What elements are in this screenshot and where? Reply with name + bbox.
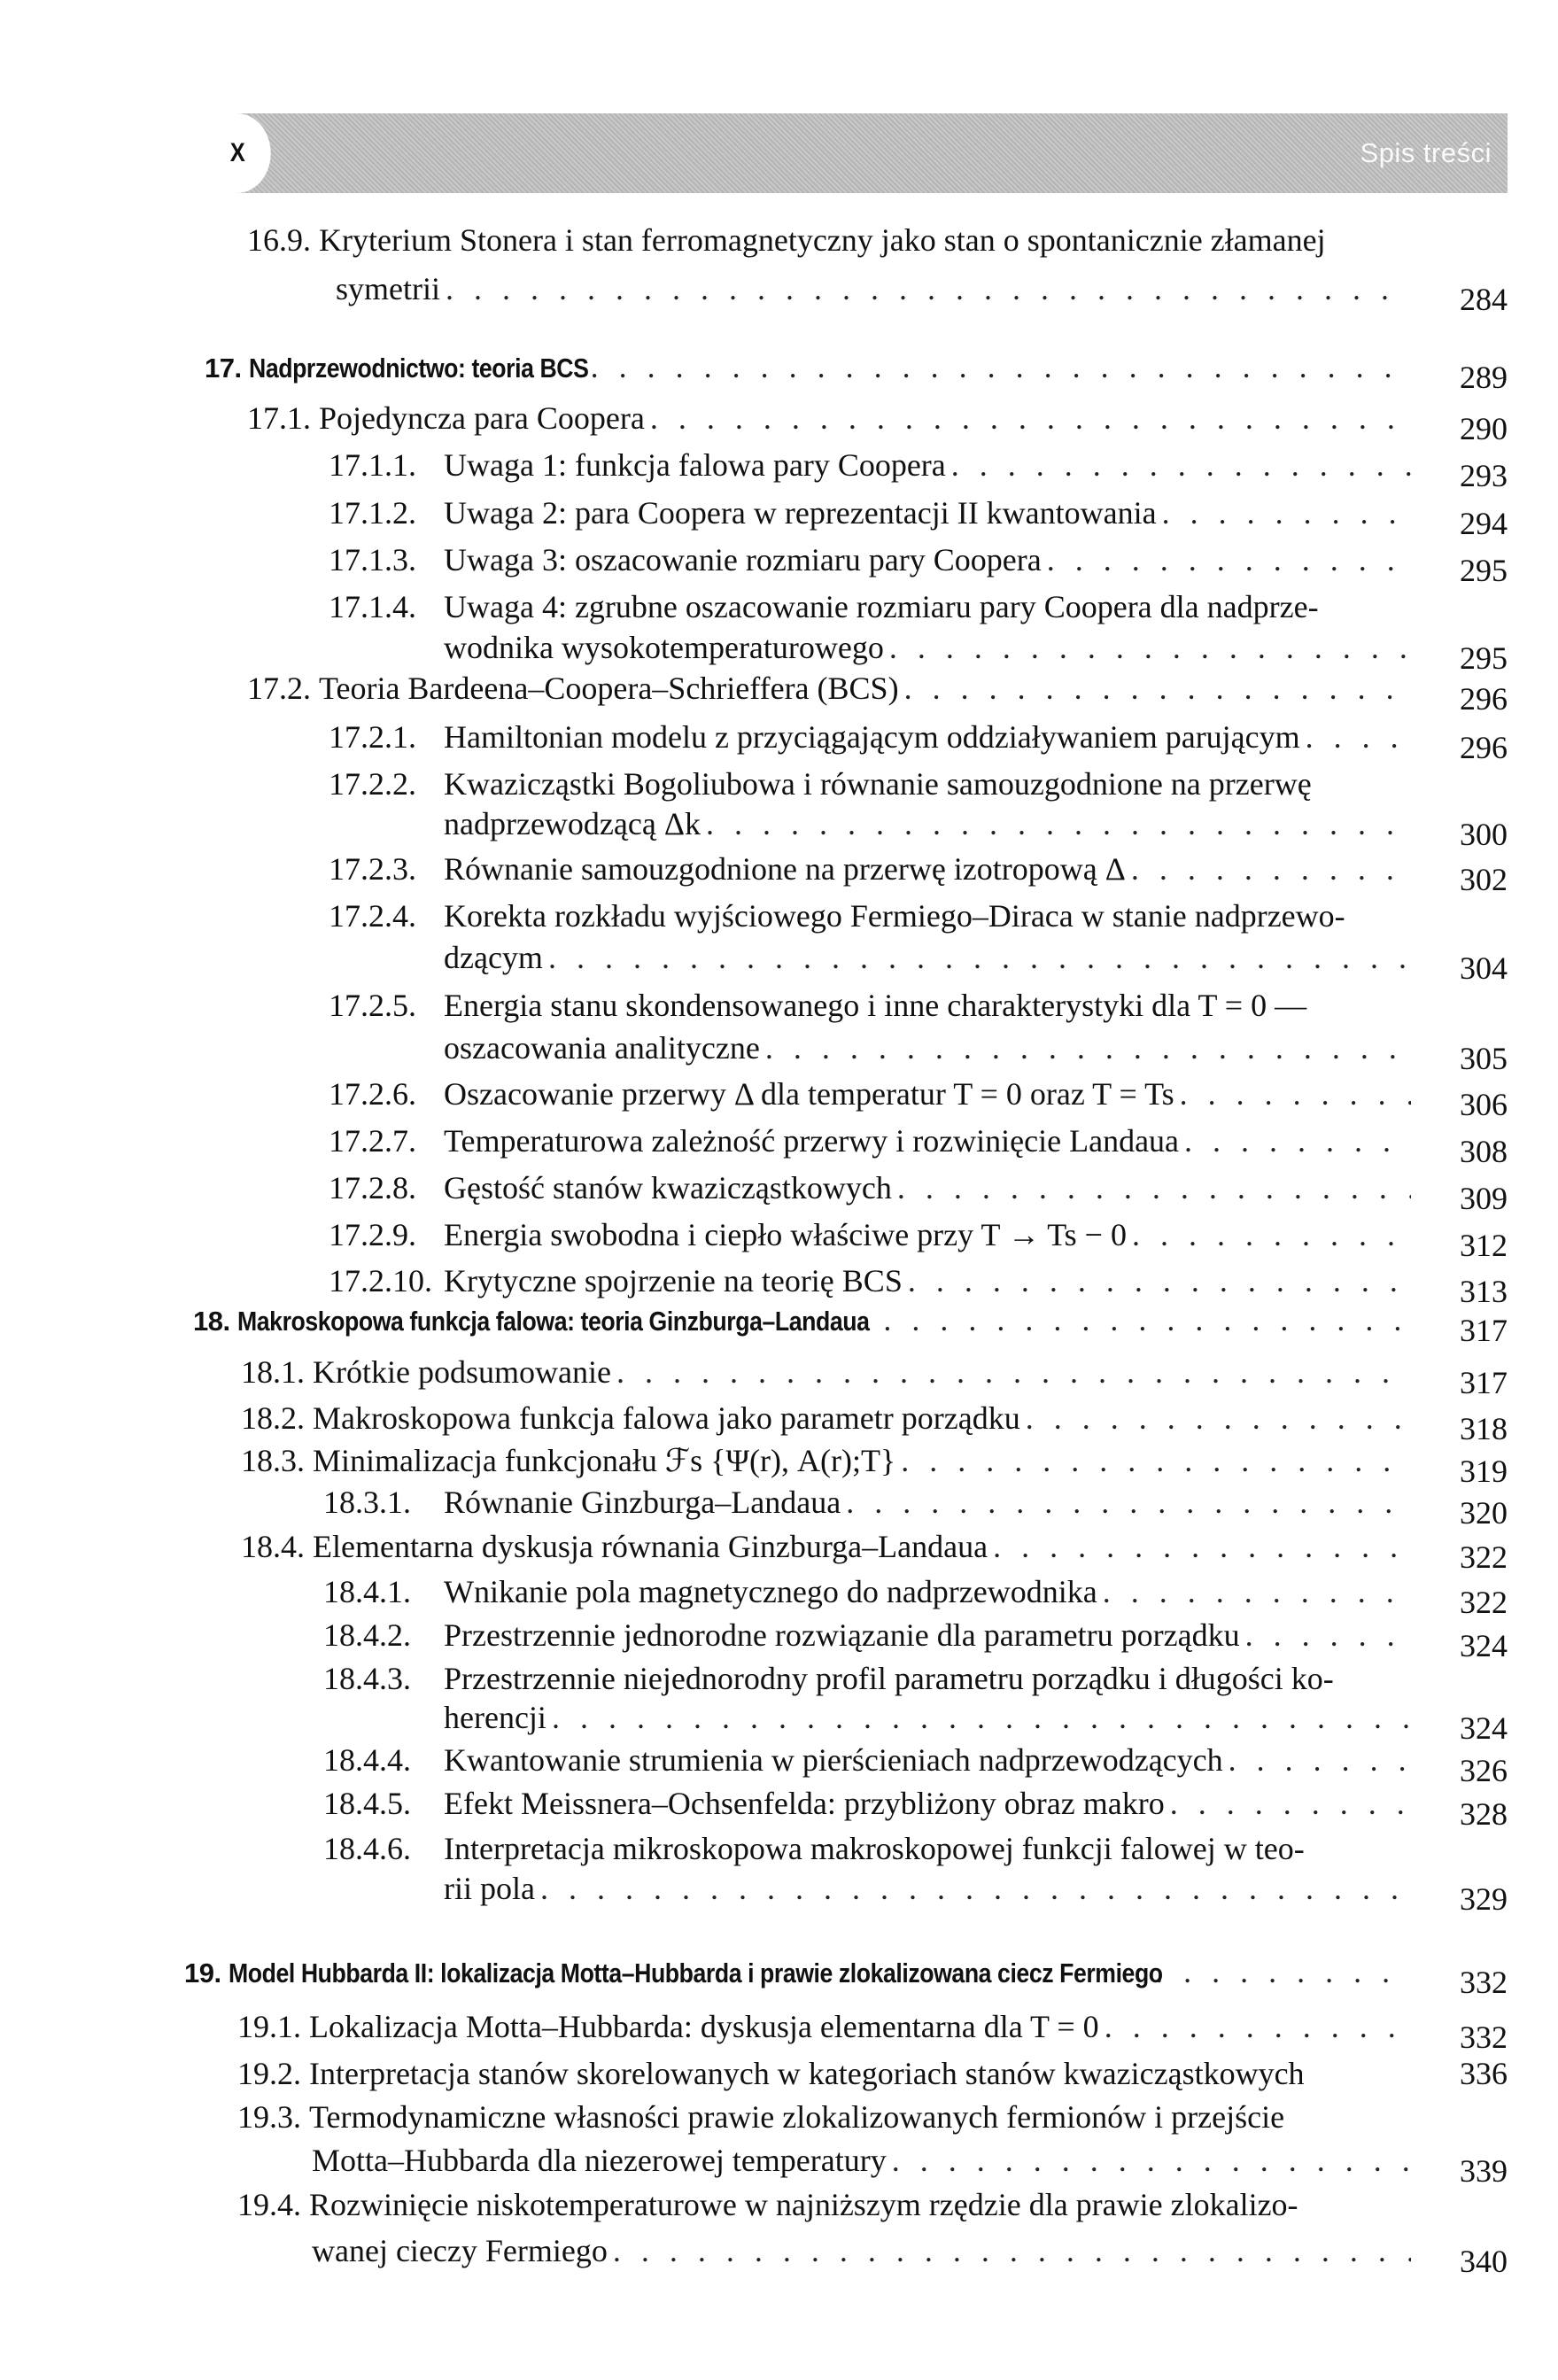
- entry-title: Krytyczne spojrzenie na teorię BCS: [444, 1263, 903, 1299]
- entry-title-cont: herencji: [444, 1700, 546, 1735]
- toc-entry-18-4-1[interactable]: [323, 1573, 1416, 1610]
- entry-title: Rozwinięcie niskotemperaturowe w najniższym rzędzie dla prawie zlokalizo-: [309, 2187, 1298, 2222]
- entry-title-cont: symetrii: [336, 271, 440, 306]
- entry-page: 320: [1460, 1495, 1508, 1531]
- entry-title: Kwantowanie strumienia w pierścieniach nadprzewodzących: [444, 1742, 1223, 1778]
- entry-number: 17.1.1.: [329, 447, 416, 483]
- toc-entry-18-4-4[interactable]: [323, 1741, 1416, 1779]
- toc-entry-19-2[interactable]: [237, 2055, 1416, 2092]
- entry-number: 16.9.: [247, 222, 311, 258]
- leader-dots: [901, 1442, 1411, 1479]
- toc-entry-17-1-3[interactable]: [329, 541, 1416, 578]
- entry-title: Efekt Meissnera–Ochsenfelda: przybliżony obraz makro: [444, 1786, 1165, 1821]
- entry-number: 17.2.7.: [329, 1123, 416, 1159]
- leader-dots: [765, 1029, 1411, 1066]
- leader-dots: [904, 670, 1411, 707]
- entry-title: Energia stanu skondensowanego i inne charakterystyki dla T = 0 —: [444, 988, 1307, 1023]
- entry-page: 295: [1460, 640, 1508, 676]
- entry-page: 339: [1460, 2153, 1508, 2189]
- leader-dots: [616, 1353, 1411, 1391]
- entry-page: 300: [1460, 817, 1508, 852]
- entry-number: 17.2.6.: [329, 1076, 416, 1112]
- entry-page: 340: [1460, 2244, 1508, 2279]
- entry-title: Równanie Ginzburga–Landaua: [444, 1485, 841, 1520]
- toc-entry-18-1[interactable]: [241, 1353, 1416, 1391]
- leader-dots: [1131, 850, 1411, 888]
- entry-page: 293: [1460, 458, 1508, 493]
- leader-dots: [540, 1870, 1411, 1907]
- toc-entry-18-4-6[interactable]: [323, 1830, 1416, 1867]
- entry-title: Interpretacja stanów skorelowanych w kategoriach stanów kwazicząstkowych: [309, 2056, 1305, 2091]
- entry-number: 18.1.: [241, 1354, 305, 1390]
- toc-entry-17-2-9[interactable]: [329, 1216, 1416, 1253]
- entry-page: 328: [1460, 1796, 1508, 1832]
- entry-page: 332: [1460, 1965, 1508, 2000]
- entry-page: 308: [1460, 1134, 1508, 1169]
- toc-entry-18-4-3[interactable]: [323, 1660, 1416, 1697]
- toc-entry-19-4-cont: [312, 2232, 1416, 2269]
- entry-number: 19.3.: [237, 2099, 301, 2135]
- entry-page: 304: [1460, 950, 1508, 986]
- entry-number: 17.2.: [247, 671, 311, 706]
- entry-title: Kryterium Stonera i stan ferromagnetyczny jako stan o spontanicznie złamanej: [319, 222, 1326, 258]
- entry-page: 295: [1460, 553, 1508, 588]
- entry-title-cont: Motta–Hubbarda dla niezerowej temperatury: [312, 2143, 887, 2178]
- toc-entry-18-3-1[interactable]: [323, 1484, 1416, 1521]
- entry-title: Gęstość stanów kwazicząstkowych: [444, 1170, 892, 1206]
- leader-dots: [883, 1301, 1411, 1338]
- entry-title: Termodynamiczne własności prawie zlokalizowanych fermionów i przejście: [309, 2099, 1285, 2135]
- toc-entry-17-2-10[interactable]: [329, 1262, 1416, 1299]
- toc-entry-17-2-2-cont: [444, 805, 1416, 842]
- toc-entry-19-3[interactable]: [237, 2098, 1416, 2136]
- running-title: Spis treści: [1360, 137, 1492, 168]
- toc-entry-18-4-6-cont: [444, 1870, 1416, 1907]
- entry-number: 17.2.8.: [329, 1170, 416, 1206]
- toc-entry-17-2-5-cont: [444, 1029, 1416, 1066]
- leader-dots: [1229, 1741, 1411, 1779]
- chapter-title: Nadprzewodnictwo: teoria BCS: [248, 353, 589, 384]
- leader-dots: [846, 1484, 1411, 1521]
- leader-dots: [548, 939, 1411, 976]
- leader-dots: [1026, 1399, 1411, 1437]
- entry-title-cont: nadprzewodzącą Δk: [444, 806, 701, 841]
- entry-page: 302: [1460, 862, 1508, 897]
- entry-page: 313: [1460, 1274, 1508, 1309]
- entry-title: Przestrzennie jednorodne rozwiązanie dla parametru porządku: [444, 1617, 1240, 1653]
- entry-page: 322: [1460, 1585, 1508, 1620]
- entry-page: 306: [1460, 1087, 1508, 1122]
- entry-number: 17.2.1.: [329, 719, 416, 755]
- toc-entry-17-2-8[interactable]: [329, 1169, 1416, 1206]
- toc-entry-16-9-cont: [336, 270, 1416, 307]
- entry-title: Równanie samouzgodnione na przerwę izotropową Δ: [444, 851, 1126, 887]
- toc-entry-17-2-4-cont: [444, 939, 1416, 976]
- entry-title: Pojedyncza para Coopera: [319, 400, 645, 436]
- entry-title: Uwaga 4: zgrubne oszacowanie rozmiaru pary Coopera dla nadprze-: [444, 589, 1319, 624]
- toc-entry-18-3[interactable]: [241, 1442, 1416, 1479]
- entry-number: 17.2.3.: [329, 851, 416, 887]
- leader-dots: [993, 1528, 1411, 1565]
- entry-title: Makroskopowa funkcja falowa jako parametr porządku: [313, 1400, 1020, 1436]
- entry-number: 18.4.1.: [323, 1574, 411, 1609]
- toc-entry-17-2-1[interactable]: [329, 718, 1416, 756]
- toc-entry-17-1[interactable]: [247, 399, 1416, 437]
- toc-entry-19-1[interactable]: [237, 2008, 1416, 2045]
- entry-title: Lokalizacja Motta–Hubbarda: dyskusja elementarna dla T = 0: [309, 2009, 1099, 2044]
- entry-page: 296: [1460, 730, 1508, 765]
- leader-dots: [446, 270, 1411, 307]
- entry-number: 18.3.1.: [323, 1485, 411, 1520]
- entry-title: Krótkie podsumowanie: [313, 1354, 611, 1390]
- entry-title: Uwaga 1: funkcja falowa pary Coopera: [444, 447, 946, 483]
- entry-number: 18.4.4.: [323, 1742, 411, 1778]
- leader-dots: [892, 2142, 1411, 2179]
- leader-dots: [1180, 1075, 1411, 1112]
- entry-number: 18.4.6.: [323, 1831, 411, 1866]
- toc-entry-17-2[interactable]: [247, 670, 1416, 707]
- leader-dots: [1132, 1216, 1411, 1253]
- entry-page: 324: [1460, 1710, 1508, 1746]
- leader-dots: [591, 348, 1411, 385]
- entry-number: 17.1.3.: [329, 542, 416, 578]
- entry-number: 18.4.3.: [323, 1661, 411, 1696]
- entry-number: 17.1.2.: [329, 495, 416, 531]
- leader-dots: [1184, 1122, 1411, 1159]
- leader-dots: [706, 805, 1411, 842]
- entry-page: 332: [1460, 2020, 1508, 2055]
- entry-page: 309: [1460, 1181, 1508, 1216]
- entry-number: 18.4.2.: [323, 1617, 411, 1653]
- toc-entry-17-2-6[interactable]: [329, 1075, 1416, 1112]
- leader-dots: [1047, 541, 1411, 578]
- entry-title: Kwazicząstki Bogoliubowa i równanie samouzgodnione na przerwę: [444, 766, 1312, 802]
- toc-entry-17-2-4[interactable]: [329, 897, 1416, 934]
- entry-number: 17.2.5.: [329, 988, 416, 1023]
- leader-dots: [889, 629, 1411, 666]
- entry-number: 17.2.10.: [329, 1263, 432, 1299]
- entry-page: 284: [1460, 282, 1508, 317]
- leader-dots: [650, 399, 1411, 437]
- page-number: X: [209, 113, 271, 193]
- toc-entry-17-2-7[interactable]: [329, 1122, 1416, 1159]
- entry-page: 290: [1460, 411, 1508, 446]
- entry-title: Minimalizacja funkcjonału ℱs {Ψ(r), A(r);T}: [313, 1443, 896, 1478]
- entry-page: 296: [1460, 681, 1508, 717]
- entry-page: 319: [1460, 1454, 1508, 1489]
- entry-number: 18.4.: [241, 1529, 305, 1564]
- entry-number: 19.4.: [237, 2187, 301, 2222]
- leader-dots: [897, 1169, 1411, 1206]
- entry-page: 312: [1460, 1228, 1508, 1263]
- leader-dots: [1170, 1785, 1411, 1822]
- entry-title: Energia swobodna i ciepło właściwe przy T → Ts − 0: [444, 1217, 1127, 1252]
- toc-entry-17-1-2[interactable]: [329, 494, 1416, 531]
- toc-entry-17-2-2[interactable]: [329, 765, 1416, 802]
- entry-page: 317: [1460, 1365, 1508, 1400]
- entry-page: 317: [1460, 1313, 1508, 1348]
- leader-dots: [908, 1262, 1411, 1299]
- toc-entry-16-9[interactable]: [247, 221, 1452, 259]
- entry-number: 17.1.: [247, 400, 311, 436]
- entry-number: 18.3.: [241, 1443, 305, 1478]
- entry-page: 326: [1460, 1753, 1508, 1788]
- toc-chapter-17[interactable]: [205, 348, 1416, 385]
- entry-number: 17.1.4.: [329, 589, 416, 624]
- leader-dots: [1245, 1616, 1411, 1654]
- entry-title-cont: wanej cieczy Fermiego: [312, 2233, 608, 2268]
- leader-dots: [1155, 1953, 1411, 1990]
- toc-entry-18-4-2[interactable]: [323, 1616, 1416, 1654]
- leader-dots: [1306, 718, 1411, 756]
- toc-entry-18-4-3-cont: [444, 1699, 1416, 1736]
- entry-page: 289: [1460, 360, 1508, 395]
- toc-entry-18-2[interactable]: [241, 1399, 1416, 1437]
- entry-title: Oszacowanie przerwy Δ dla temperatur T = 0 oraz T = Ts: [444, 1076, 1174, 1112]
- leader-dots: [1103, 1573, 1411, 1610]
- toc-entry-17-2-5[interactable]: [329, 987, 1416, 1024]
- entry-title: Interpretacja mikroskopowa makroskopowej funkcji falowej w teo-: [444, 1831, 1305, 1866]
- toc-entry-18-4[interactable]: [241, 1528, 1416, 1565]
- entry-page: 322: [1460, 1539, 1508, 1575]
- entry-title: Przestrzennie niejednorodny profil parametru porządku i długości ko-: [444, 1661, 1334, 1696]
- entry-title: Hamiltonian modelu z przyciągającym oddziaływaniem parującym: [444, 719, 1300, 755]
- entry-title-cont: rii pola: [444, 1871, 535, 1906]
- leader-dots: [552, 1699, 1411, 1736]
- toc-entry-17-2-3[interactable]: [329, 850, 1416, 888]
- toc-chapter-18[interactable]: [193, 1301, 1416, 1338]
- entry-page: 305: [1460, 1041, 1508, 1076]
- entry-title-cont: wodnika wysokotemperaturowego: [444, 630, 884, 665]
- toc-entry-19-4[interactable]: [237, 2186, 1416, 2223]
- entry-title-cont: oszacowania analityczne: [444, 1030, 760, 1066]
- toc-entry-19-3-cont: [312, 2142, 1416, 2179]
- entry-number: 17.2.9.: [329, 1217, 416, 1252]
- entry-title: Elementarna dyskusja równania Ginzburga–Landaua: [313, 1529, 988, 1564]
- toc-entry-17-1-4-cont: [444, 629, 1416, 666]
- entry-page: 318: [1460, 1411, 1508, 1446]
- toc-entry-17-1-1[interactable]: [329, 446, 1416, 484]
- entry-number: 19.2.: [237, 2056, 301, 2091]
- entry-title: Korekta rozkładu wyjściowego Fermiego–Diraca w stanie nadprzewo-: [444, 898, 1345, 934]
- leader-dots: [1162, 494, 1411, 531]
- entry-title: Teoria Bardeena–Coopera–Schrieffera (BCS): [319, 671, 899, 706]
- entry-number: 17.2.2.: [329, 766, 416, 802]
- toc-entry-18-4-5[interactable]: [323, 1785, 1416, 1822]
- entry-page: 329: [1460, 1881, 1508, 1917]
- chapter-number: 17.: [205, 353, 242, 384]
- entry-page: 294: [1460, 506, 1508, 541]
- entry-number: 17.2.4.: [329, 898, 416, 934]
- toc-chapter-19[interactable]: [184, 1953, 1416, 1990]
- chapter-number: 18.: [193, 1306, 230, 1337]
- entry-page: 336: [1460, 2056, 1508, 2091]
- entry-title-cont: dzącym: [444, 940, 543, 975]
- leader-dots: [1105, 2008, 1411, 2045]
- chapter-title: Model Hubbarda II: lokalizacja Motta–Hubbarda i prawie zlokalizowana ciecz Fermiego: [228, 1957, 1163, 1989]
- leader-dots: [613, 2232, 1411, 2269]
- entry-title: Uwaga 2: para Coopera w reprezentacji II kwantowania: [444, 495, 1157, 531]
- toc-entry-17-1-4[interactable]: [329, 588, 1416, 625]
- entry-title: Uwaga 3: oszacowanie rozmiaru pary Coopera: [444, 542, 1042, 578]
- chapter-title: Makroskopowa funkcja falowa: teoria Ginzburga–Landaua: [236, 1306, 870, 1337]
- entry-title: Temperaturowa zależność przerwy i rozwinięcie Landaua: [444, 1123, 1180, 1159]
- entry-number: 19.1.: [237, 2009, 301, 2044]
- entry-title: Wnikanie pola magnetycznego do nadprzewodnika: [444, 1574, 1097, 1609]
- entry-number: 18.4.5.: [323, 1786, 411, 1821]
- chapter-number: 19.: [184, 1957, 221, 1989]
- leader-dots: [951, 446, 1411, 484]
- entry-number: 18.2.: [241, 1400, 305, 1436]
- entry-page: 324: [1460, 1628, 1508, 1663]
